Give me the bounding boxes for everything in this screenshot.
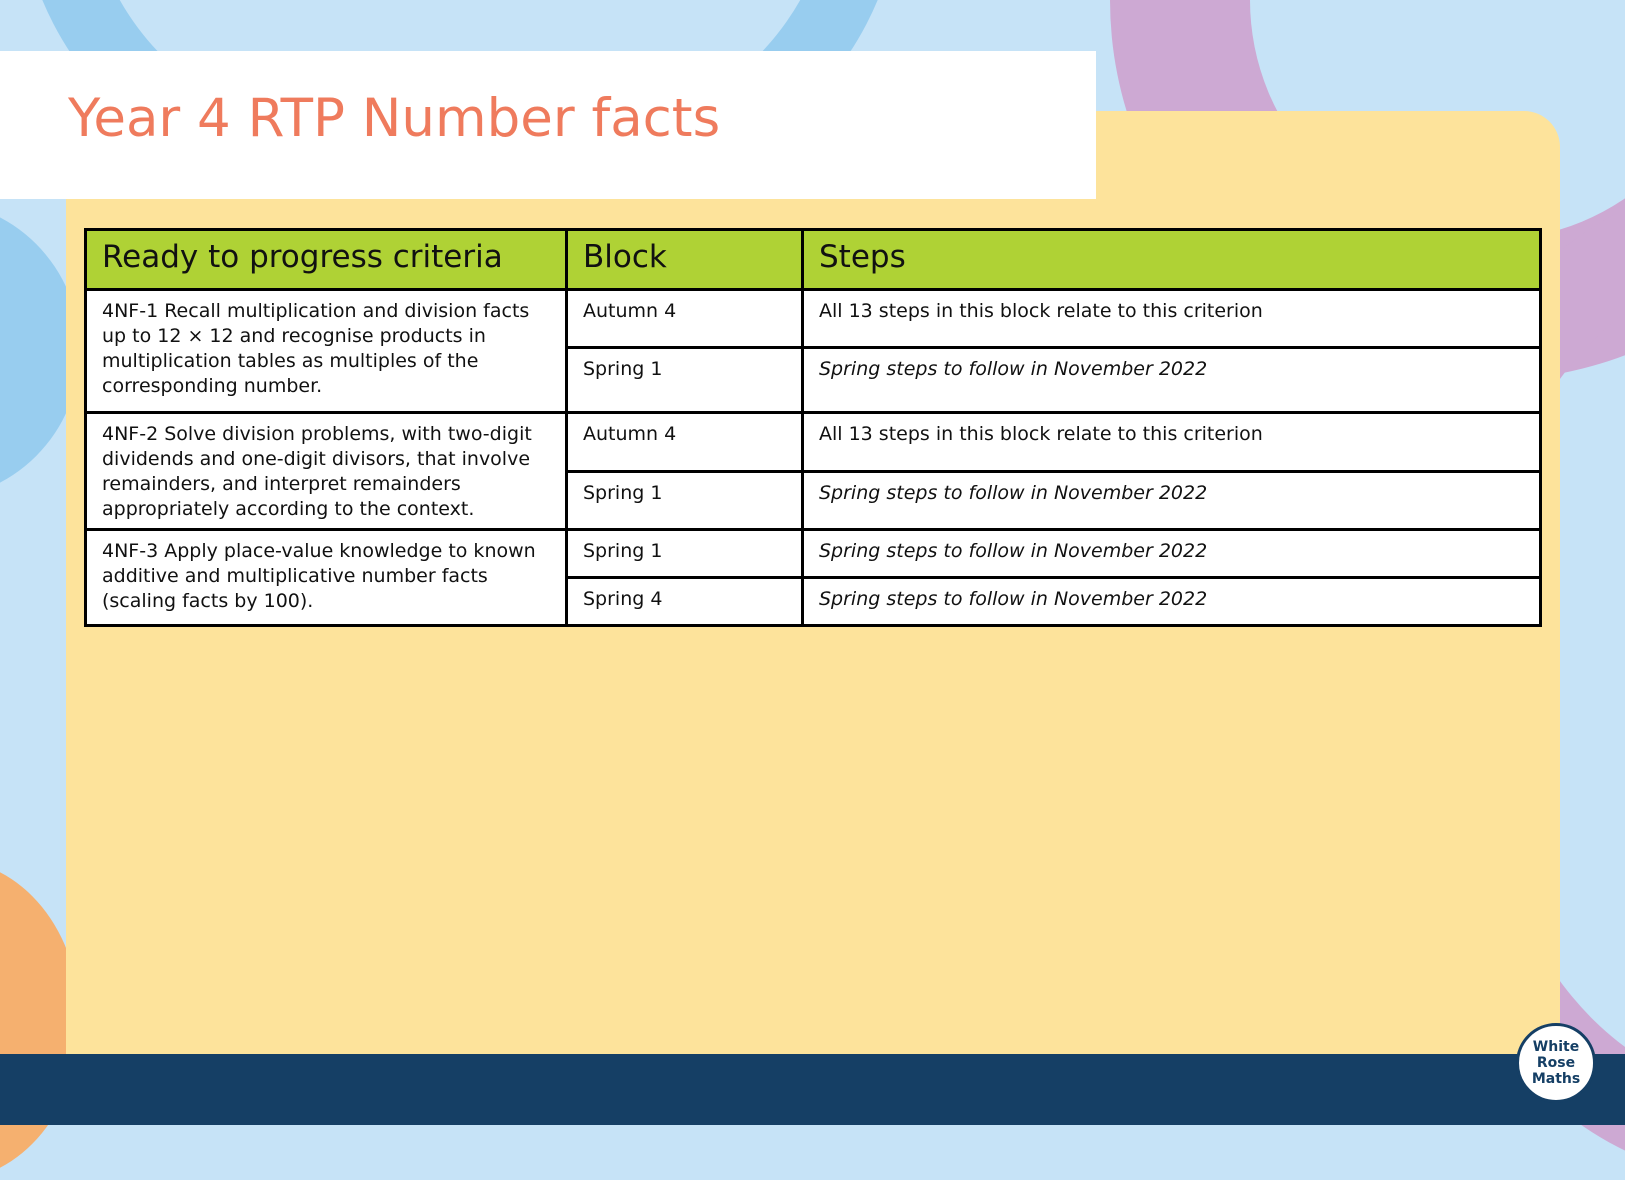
block-column-header: Block	[567, 230, 803, 290]
steps-cell: Spring steps to follow in November 2022	[803, 530, 1541, 578]
block-cell: Autumn 4	[567, 413, 803, 472]
steps-column-header: Steps	[803, 230, 1541, 290]
criteria-column-header: Ready to progress criteria	[86, 230, 567, 290]
page-title: Year 4 RTP Number facts	[68, 88, 721, 149]
block-cell: Autumn 4	[567, 290, 803, 348]
block-cell: Spring 1	[567, 471, 803, 530]
table-header-row	[86, 230, 1541, 290]
block-cell: Spring 1	[567, 348, 803, 413]
table-row	[86, 413, 1541, 472]
steps-cell: All 13 steps in this block relate to this criterion	[803, 290, 1541, 348]
logo-line: Rose	[1536, 1055, 1576, 1071]
steps-cell: Spring steps to follow in November 2022	[803, 471, 1541, 530]
block-cell: Spring 1	[567, 530, 803, 578]
criterion-cell: 4NF-1 Recall multiplication and division facts up to 12 × 12 and recognise products in multiplication tables as multiples of the corresponding number.	[86, 290, 567, 413]
criterion-cell: 4NF-3 Apply place-value knowledge to known additive and multiplicative number facts (scaling facts by 100).	[86, 530, 567, 626]
rtp-table	[84, 228, 1542, 627]
logo-line: Maths	[1531, 1071, 1581, 1087]
white-rose-maths-logo	[1516, 1023, 1596, 1103]
logo-line: White	[1532, 1039, 1580, 1055]
steps-cell: All 13 steps in this block relate to this criterion	[803, 413, 1541, 472]
table-row	[86, 290, 1541, 348]
table-row	[86, 530, 1541, 578]
footer-bar	[0, 1054, 1625, 1125]
steps-cell: Spring steps to follow in November 2022	[803, 348, 1541, 413]
criterion-cell: 4NF-2 Solve division problems, with two-digit dividends and one-digit divisors, that involve remainders, and interpret remainders appropriately according to the context.	[86, 413, 567, 530]
steps-cell: Spring steps to follow in November 2022	[803, 578, 1541, 626]
block-cell: Spring 4	[567, 578, 803, 626]
